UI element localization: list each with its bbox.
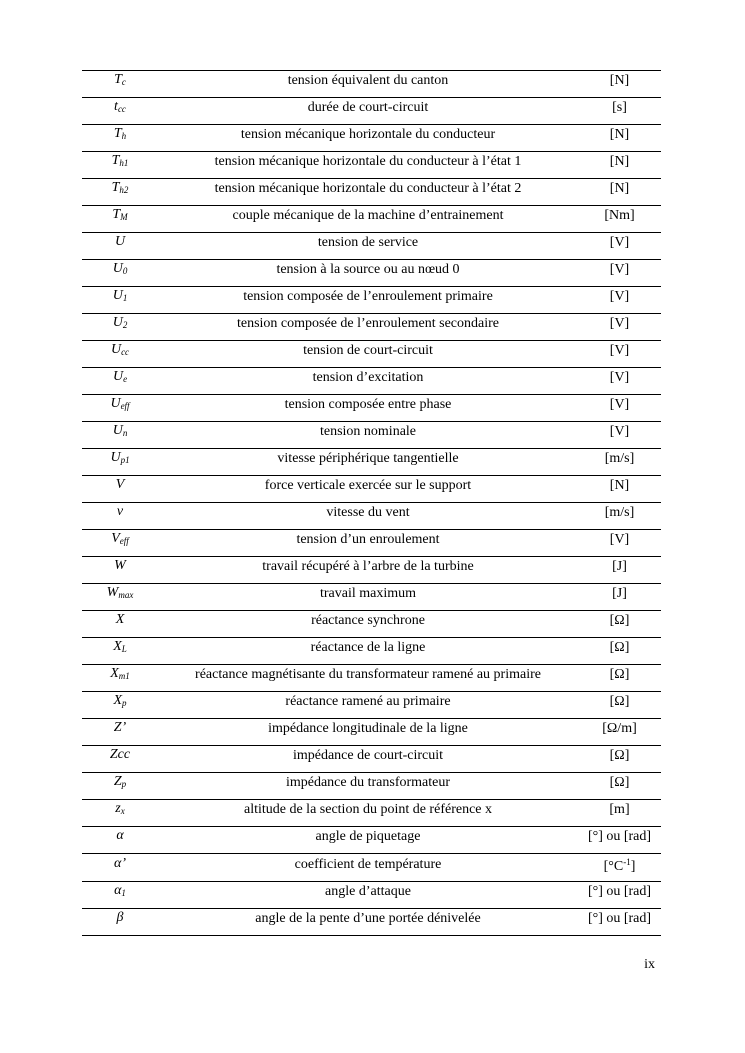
table-row bbox=[82, 503, 661, 530]
unit-cell: [Ω] bbox=[578, 611, 661, 638]
symbol-cell: $z_x$ bbox=[82, 800, 158, 827]
description-cell: tension à la source ou au nœud 0 bbox=[158, 260, 578, 287]
table-row bbox=[82, 719, 661, 746]
description-cell: impédance du transformateur bbox=[158, 773, 578, 800]
description-cell: tension mécanique horizontale du conducteur à l’état 1 bbox=[158, 152, 578, 179]
unit-cell: [V] bbox=[578, 314, 661, 341]
table-row bbox=[82, 287, 661, 314]
description-cell: travail récupéré à l’arbre de la turbine bbox=[158, 557, 578, 584]
unit-cell: [J] bbox=[578, 557, 661, 584]
unit-cell: [J] bbox=[578, 584, 661, 611]
description-cell: impédance longitudinale de la ligne bbox=[158, 719, 578, 746]
description-cell: réactance de la ligne bbox=[158, 638, 578, 665]
unit-cell: [V] bbox=[578, 368, 661, 395]
symbol-cell: $Z_p$ bbox=[82, 773, 158, 800]
symbol-cell: $T_h$ bbox=[82, 125, 158, 152]
unit-cell: $[^\circ C^{-1}]$ bbox=[578, 854, 661, 882]
symbol-cell: X bbox=[82, 611, 158, 638]
table-row bbox=[82, 827, 661, 854]
table-row bbox=[82, 909, 661, 936]
unit-cell: [m/s] bbox=[578, 449, 661, 476]
symbol-cell: $X_p$ bbox=[82, 692, 158, 719]
symbol-cell: $U_{cc}$ bbox=[82, 341, 158, 368]
symbol-cell: $T_M$ bbox=[82, 206, 158, 233]
description-cell: vitesse périphérique tangentielle bbox=[158, 449, 578, 476]
symbol-cell: V bbox=[82, 476, 158, 503]
table-row bbox=[82, 179, 661, 206]
symbol-cell: $U_n$ bbox=[82, 422, 158, 449]
description-cell: tension composée de l’enroulement primaire bbox=[158, 287, 578, 314]
unit-cell: [N] bbox=[578, 476, 661, 503]
symbol-cell: $U_1$ bbox=[82, 287, 158, 314]
description-cell: tension composée entre phase bbox=[158, 395, 578, 422]
symbol-cell: $V_{eff}$ bbox=[82, 530, 158, 557]
table-row bbox=[82, 152, 661, 179]
symbol-cell: $X_{m1}$ bbox=[82, 665, 158, 692]
table-row bbox=[82, 314, 661, 341]
symbol-cell: $U_{p1}$ bbox=[82, 449, 158, 476]
symbol-cell: α bbox=[82, 827, 158, 854]
description-cell: tension de service bbox=[158, 233, 578, 260]
description-cell: tension mécanique horizontale du conducteur à l’état 2 bbox=[158, 179, 578, 206]
symbol-cell: $X_L$ bbox=[82, 638, 158, 665]
unit-cell: [Ω] bbox=[578, 773, 661, 800]
unit-cell: [V] bbox=[578, 530, 661, 557]
unit-cell: [V] bbox=[578, 422, 661, 449]
table-row bbox=[82, 692, 661, 719]
unit-cell: [°] ou [rad] bbox=[578, 827, 661, 854]
unit-cell: [Ω] bbox=[578, 692, 661, 719]
table-row bbox=[82, 611, 661, 638]
description-cell: durée de court-circuit bbox=[158, 98, 578, 125]
nomenclature-table bbox=[82, 70, 661, 936]
unit-cell: [V] bbox=[578, 260, 661, 287]
table-row bbox=[82, 746, 661, 773]
description-cell: altitude de la section du point de référence x bbox=[158, 800, 578, 827]
description-cell: tension nominale bbox=[158, 422, 578, 449]
description-cell: angle d’attaque bbox=[158, 882, 578, 909]
description-cell: tension de court-circuit bbox=[158, 341, 578, 368]
table-row bbox=[82, 882, 661, 909]
symbol-cell: $W_{max}$ bbox=[82, 584, 158, 611]
unit-cell: [Ω] bbox=[578, 638, 661, 665]
unit-cell: [N] bbox=[578, 152, 661, 179]
description-cell: angle de la pente d’une portée dénivelée bbox=[158, 909, 578, 936]
symbol-cell: v bbox=[82, 503, 158, 530]
symbol-cell: U bbox=[82, 233, 158, 260]
description-cell: impédance de court-circuit bbox=[158, 746, 578, 773]
symbol-cell: $T_c$ bbox=[82, 71, 158, 98]
unit-cell: [N] bbox=[578, 179, 661, 206]
symbol-cell: $t_{cc}$ bbox=[82, 98, 158, 125]
unit-cell: [Nm] bbox=[578, 206, 661, 233]
description-cell: réactance magnétisante du transformateur ramené au primaire bbox=[158, 665, 578, 692]
symbol-cell: $U_0$ bbox=[82, 260, 158, 287]
description-cell: tension d’excitation bbox=[158, 368, 578, 395]
description-cell: couple mécanique de la machine d’entrainement bbox=[158, 206, 578, 233]
unit-cell: [°] ou [rad] bbox=[578, 882, 661, 909]
unit-cell: [s] bbox=[578, 98, 661, 125]
table-row bbox=[82, 557, 661, 584]
nomenclature-table-body bbox=[82, 71, 661, 936]
page-number: ix bbox=[644, 957, 655, 972]
table-row bbox=[82, 449, 661, 476]
table-row bbox=[82, 125, 661, 152]
description-cell: coefficient de température bbox=[158, 854, 578, 882]
symbol-cell: α’ bbox=[82, 854, 158, 882]
unit-cell: [V] bbox=[578, 233, 661, 260]
symbol-cell: β bbox=[82, 909, 158, 936]
unit-cell: [N] bbox=[578, 71, 661, 98]
symbol-cell: $T_{h2}$ bbox=[82, 179, 158, 206]
table-row bbox=[82, 98, 661, 125]
description-cell: travail maximum bbox=[158, 584, 578, 611]
table-row bbox=[82, 476, 661, 503]
unit-cell: [°] ou [rad] bbox=[578, 909, 661, 936]
unit-cell: [m/s] bbox=[578, 503, 661, 530]
description-cell: tension mécanique horizontale du conducteur bbox=[158, 125, 578, 152]
description-cell: vitesse du vent bbox=[158, 503, 578, 530]
table-row bbox=[82, 800, 661, 827]
unit-cell: [Ω/m] bbox=[578, 719, 661, 746]
table-row bbox=[82, 638, 661, 665]
symbol-cell: $U_{eff}$ bbox=[82, 395, 158, 422]
symbol-cell: W bbox=[82, 557, 158, 584]
unit-cell: [N] bbox=[578, 125, 661, 152]
table-row bbox=[82, 773, 661, 800]
description-cell: angle de piquetage bbox=[158, 827, 578, 854]
description-cell: réactance synchrone bbox=[158, 611, 578, 638]
unit-cell: [V] bbox=[578, 341, 661, 368]
description-cell: réactance ramené au primaire bbox=[158, 692, 578, 719]
unit-cell: [m] bbox=[578, 800, 661, 827]
table-row bbox=[82, 260, 661, 287]
table-row bbox=[82, 71, 661, 98]
symbol-cell: $\alpha_1$ bbox=[82, 882, 158, 909]
table-row bbox=[82, 395, 661, 422]
table-row bbox=[82, 233, 661, 260]
description-cell: tension composée de l’enroulement secondaire bbox=[158, 314, 578, 341]
description-cell: tension d’un enroulement bbox=[158, 530, 578, 557]
table-row bbox=[82, 368, 661, 395]
unit-cell: [V] bbox=[578, 395, 661, 422]
table-row bbox=[82, 665, 661, 692]
table-row bbox=[82, 530, 661, 557]
unit-cell: [Ω] bbox=[578, 746, 661, 773]
unit-cell: [Ω] bbox=[578, 665, 661, 692]
symbol-cell: $U_2$ bbox=[82, 314, 158, 341]
table-row bbox=[82, 584, 661, 611]
unit-cell: [V] bbox=[578, 287, 661, 314]
table-row bbox=[82, 206, 661, 233]
symbol-cell: $U_e$ bbox=[82, 368, 158, 395]
symbol-cell: Zcc bbox=[82, 746, 158, 773]
description-cell: force verticale exercée sur le support bbox=[158, 476, 578, 503]
table-row bbox=[82, 341, 661, 368]
table-row bbox=[82, 422, 661, 449]
description-cell: tension équivalent du canton bbox=[158, 71, 578, 98]
symbol-cell: Z’ bbox=[82, 719, 158, 746]
symbol-cell: $T_{h1}$ bbox=[82, 152, 158, 179]
table-row bbox=[82, 854, 661, 882]
